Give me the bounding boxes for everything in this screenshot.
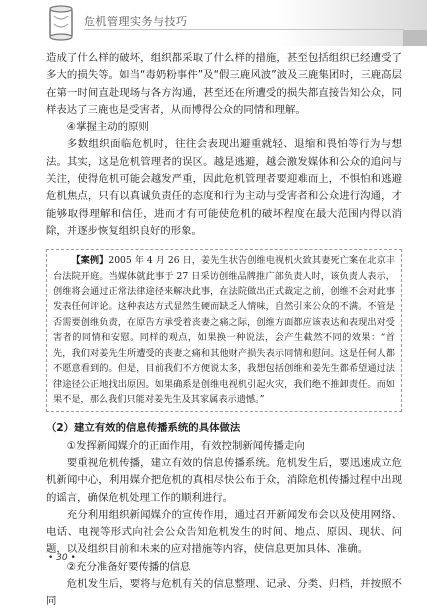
page-content bbox=[46, 50, 402, 611]
case-box bbox=[46, 249, 402, 412]
header-rule bbox=[84, 29, 404, 30]
running-header-title: 危机管理实务与技巧 bbox=[84, 15, 188, 28]
page-number: • 30 • bbox=[48, 553, 76, 563]
header-decorative-band bbox=[277, 0, 427, 46]
subheading-media: ①发挥新闻媒介的正面作用，有效控制新闻传播走向 bbox=[66, 439, 305, 452]
case-text: 2005 年 4 月 26 日，姜先生状告创维电视机火致其妻死亡案在北京丰台法院开庭。当媒体就此事于 27 日采访创维品牌推广部负责人时，该负责人表示，创维将会通过正常法律途径来解决此事，在法院做出正式裁定之前，创维不会对此事发表任何评论。这种表达方式显然生硬而缺乏人情味，自然引来公众的不满。不管是否需要创维负责，在原告方承受着丧妻之痛之际，创维方面都应该表达和表现出对受害者的同情和安慰。同样的观点，如果换一种说法，会产生截然不同的效果：“首先，我们对姜先生所遭受的丧妻之痛和其他财产损失表示同情和慰问。这是任何人都不愿意看到的。但是，目前我们不方便说太多，我想包括创维和姜先生都希望通过法律途径公正地找出原因。如果确系是创维电视机引起火灾，我们绝不推卸责任。而如果不是，那么我们只能对姜先生及其家属表示遗憾。” bbox=[53, 255, 395, 405]
subheading-information: ②充分准备好要传播的信息 bbox=[66, 560, 191, 573]
page-header bbox=[0, 0, 427, 46]
body-paragraph: 充分利用组织新闻媒介的宣传作用，通过召开新闻发布会以及使用网络、电话、电视等形式向社会公众告知危机发生的时间、地点、原因、现状、问题，以及组织目前和未来的应对措施等内容，使信息更加具体、准确。 bbox=[46, 508, 402, 556]
body-paragraph: 要重视危机传播，建立有效的信息传播系统。危机发生后，要迅速成立危机新闻中心，利用媒介把危机的真相尽快公布于众，消除危机传播过程中出现的谣言，确保危机处理工作的顺利进行。 bbox=[46, 456, 402, 504]
scroll-logo-icon bbox=[44, 4, 78, 42]
subheading-principle: ④掌握主动的原则 bbox=[66, 121, 149, 134]
body-paragraph: 造成了什么样的破坏，组织都采取了什么样的措施，甚至包括组织已经遭受了多大的损失等。如当“毒奶粉事件”及“假三鹿风波”波及三鹿集团时，三鹿高层在第一时间直赴现场与各方沟通，甚至还在所遭受的损失都直接告知公众，同样表达了三鹿也是受害者，从而博得公众的同情和理解。 bbox=[46, 52, 402, 116]
body-paragraph: 危机发生后，要将与危机有关的信息整理、记录、分类、归档，并按照不同 bbox=[46, 578, 402, 608]
body-paragraph: 多数组织面临危机时，往往会表现出避重就轻、退缩和畏怕等行为与想法。其实，这是危机管理者的误区。越是逃避，越会激发媒体和公众的追问与关注，使得危机可能会越发严重，因此危机管理者要迎难而上，不惧怕和逃避危机焦点，只有以真诚负责任的态度和行为主动与受害者和公众进行沟通，才能够取得理解和信任，进而才有可能使危机的破坏程度在最大范围内得以消除，并逐步恢复组织良好的形象。 bbox=[46, 138, 402, 237]
case-label: 【案例】 bbox=[71, 255, 109, 267]
section-heading: （2）建立有效的信息传播系统的具体做法 bbox=[46, 422, 241, 435]
